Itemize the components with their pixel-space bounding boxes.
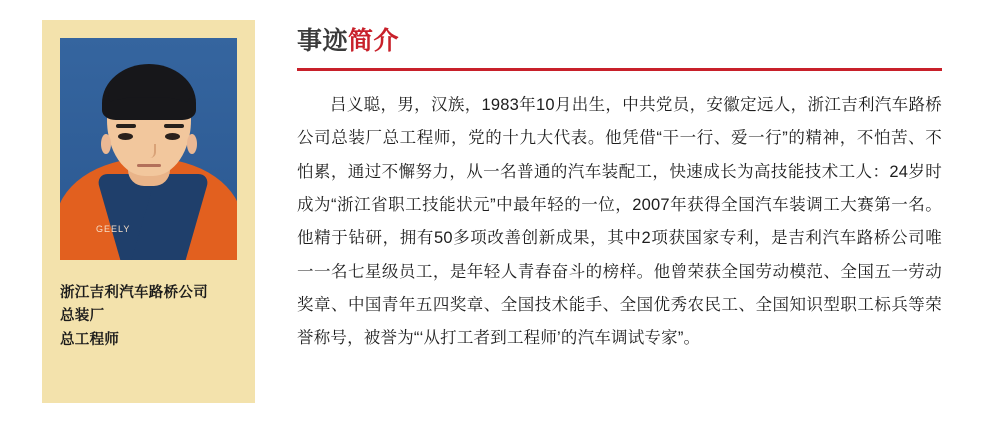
page-title-part-1: 事迹 <box>297 27 349 55</box>
profile-caption-line-3: 总工程师 <box>60 331 120 348</box>
ear-right-shape <box>187 134 197 154</box>
mouth-shape <box>137 164 161 167</box>
portrait-photo <box>60 38 237 260</box>
profile-caption-line-2: 总装厂 <box>60 308 105 325</box>
article-content <box>255 0 986 423</box>
eye-right-shape <box>165 133 180 140</box>
page-title-part-2: 简介 <box>348 27 400 55</box>
article-body: 吕义聪，男，汉族，1983年10月出生，中共党员，安徽定远人，浙江吉利汽车路桥公司总装厂总工程师，党的十九大代表。他凭借“干一行、爱一行”的精神，不怕苦、不怕累，通过不懈努力，从一名普通的汽车装配工，快速成长为高技能技术工人：24岁时成为“浙江省职工技能状元”中最年轻的一位，2007年获得全国汽车装调工大赛第一名。他精于钻研，拥有50多项改善创新成果，其中2项获国家专利，是吉利汽车路桥公司唯一一名七星级员工，是年轻人青春奋斗的榜样。他曾荣获全国劳动模范、全国五一劳动奖章、中国青年五四奖章、全国技术能手、全国优秀农民工、全国知识型职工标兵等荣誉称号，被誉为“‘从打工者到工程师’的汽车调试专家”。 <box>297 96 942 348</box>
uniform-logo-text: GEELY <box>96 224 131 234</box>
ear-left-shape <box>101 134 111 154</box>
title-divider <box>297 68 942 71</box>
profile-card <box>42 20 255 403</box>
page-title <box>297 26 942 56</box>
nose-shape <box>142 144 156 158</box>
profile-caption <box>60 282 237 352</box>
eyebrow-right-shape <box>164 124 184 128</box>
profile-caption-line-1: 浙江吉利汽车路桥公司 <box>60 285 208 301</box>
eyebrow-left-shape <box>116 124 136 128</box>
eye-left-shape <box>118 133 133 140</box>
